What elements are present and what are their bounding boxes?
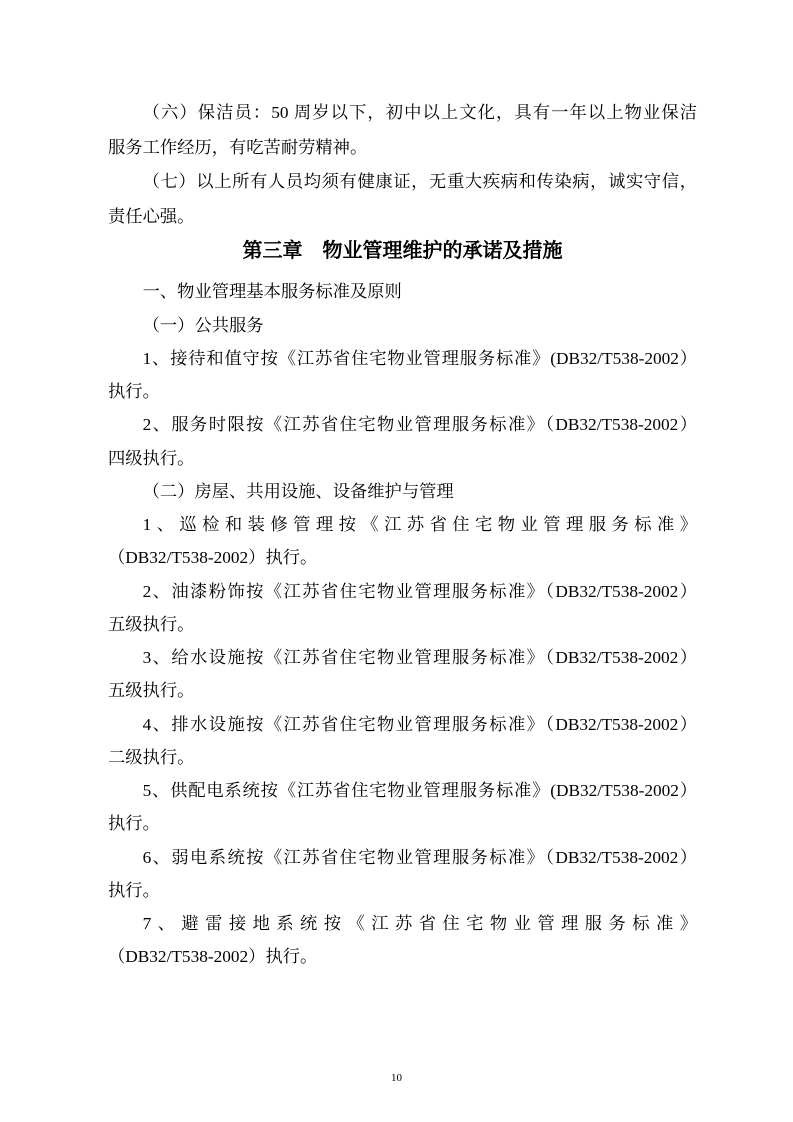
paragraph-line: 5、供配电系统按《江苏省住宅物业管理服务标准》(DB32/T538-2002） bbox=[142, 781, 697, 801]
subsection-title: （二）房屋、共用设施、设备维护与管理 bbox=[142, 481, 454, 501]
paragraph-line: 1、巡检和装修管理按《江苏省住宅物业管理服务标准》 bbox=[142, 515, 697, 535]
page-number: 10 bbox=[391, 1072, 402, 1084]
list-item bbox=[108, 408, 697, 475]
paragraph-line: 1、接待和值守按《江苏省住宅物业管理服务标准》(DB32/T538-2002） bbox=[142, 348, 697, 368]
list-item bbox=[108, 575, 697, 642]
page-body bbox=[108, 96, 697, 974]
paragraph-line: （六）保洁员：50 周岁以下，初中以上文化，具有一年以上物业保洁 bbox=[142, 103, 697, 122]
paragraph-line: 2、服务时限按《江苏省住宅物业管理服务标准》（DB32/T538-2002） bbox=[142, 415, 697, 435]
paragraph-line: 服务工作经历，有吃苦耐劳精神。 bbox=[108, 137, 368, 157]
chapter-title: 第三章 物业管理维护的承诺及措施 bbox=[242, 239, 563, 262]
list-item bbox=[108, 342, 697, 409]
paragraph-line: （DB32/T538-2002）执行。 bbox=[108, 548, 318, 568]
paragraph-line: 五级执行。 bbox=[108, 681, 195, 701]
list-item bbox=[108, 508, 697, 575]
paragraph-line: 执行。 bbox=[108, 814, 160, 834]
paragraph-line: 执行。 bbox=[108, 880, 160, 900]
list-item bbox=[108, 841, 697, 908]
paragraph-line: 4、排水设施按《江苏省住宅物业管理服务标准》（DB32/T538-2002） bbox=[142, 714, 697, 734]
paragraph-line: 6、弱电系统按《江苏省住宅物业管理服务标准》（DB32/T538-2002） bbox=[142, 847, 697, 867]
subsection-title: （一）公共服务 bbox=[142, 315, 264, 335]
subsection-public-service bbox=[108, 309, 697, 475]
list-item bbox=[108, 641, 697, 708]
paragraph-line: （七）以上所有人员均须有健康证，无重大疾病和传染病，诚实守信， bbox=[142, 172, 697, 192]
paragraph-line: 3、给水设施按《江苏省住宅物业管理服务标准》（DB32/T538-2002） bbox=[142, 648, 697, 668]
staff-requirement-general bbox=[108, 165, 697, 234]
service-standards-section bbox=[108, 275, 697, 973]
paragraph-line: 责任心强。 bbox=[108, 207, 195, 227]
section-title: 一、物业管理基本服务标准及原则 bbox=[142, 282, 402, 302]
paragraph-line: 四级执行。 bbox=[108, 448, 195, 468]
staff-requirements bbox=[108, 96, 697, 235]
list-item bbox=[108, 907, 697, 974]
paragraph-line: 执行。 bbox=[108, 382, 160, 402]
subsection-facility-maintenance bbox=[108, 475, 697, 974]
list-item bbox=[108, 774, 697, 841]
staff-requirement-cleaner bbox=[108, 96, 697, 165]
list-item bbox=[108, 708, 697, 775]
paragraph-line: 五级执行。 bbox=[108, 614, 195, 634]
paragraph-line: 7、避雷接地系统按《江苏省住宅物业管理服务标准》 bbox=[142, 914, 697, 934]
paragraph-line: （DB32/T538-2002）执行。 bbox=[108, 947, 318, 967]
paragraph-line: 二级执行。 bbox=[108, 747, 195, 767]
paragraph-line: 2、油漆粉饰按《江苏省住宅物业管理服务标准》（DB32/T538-2002） bbox=[142, 581, 697, 601]
